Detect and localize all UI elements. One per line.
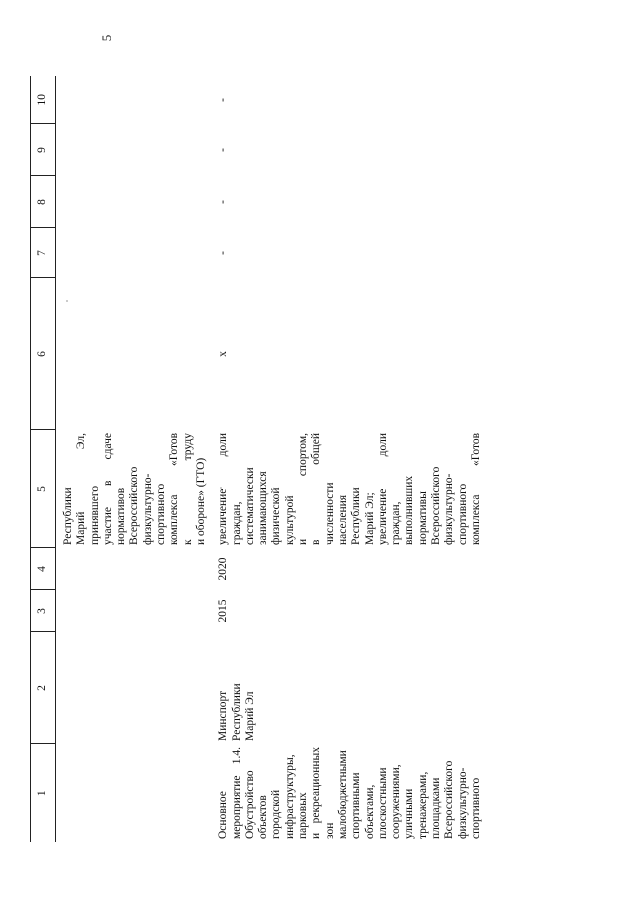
cell-line: Основное bbox=[217, 791, 230, 839]
cell-line: численности bbox=[323, 482, 336, 545]
goal-indicator-cell bbox=[56, 430, 210, 548]
cell-line: занимающихся bbox=[257, 471, 270, 545]
cell-line: нормативов bbox=[115, 487, 128, 545]
col7-cell: - bbox=[217, 251, 230, 255]
cell-line: спортивного bbox=[456, 483, 469, 545]
end-year-cell: 2020 bbox=[217, 557, 230, 581]
col10-cell: - bbox=[217, 98, 230, 102]
table-row bbox=[56, 76, 210, 842]
expected-result-cell bbox=[209, 430, 484, 548]
col9-cell: - bbox=[217, 148, 230, 152]
cell-line: граждан, bbox=[230, 501, 243, 545]
column-header: 6 bbox=[31, 278, 56, 430]
cell-line: тренажерами, bbox=[416, 771, 429, 839]
cell-line: инфраструктуры, bbox=[283, 754, 296, 839]
cell-line: Всероссийского bbox=[128, 466, 141, 545]
column-header: 7 bbox=[31, 228, 56, 278]
cell-line: уличными bbox=[403, 788, 416, 839]
col8-cell: - bbox=[217, 200, 230, 204]
cell-line: мероприятие 1.4. bbox=[230, 747, 243, 839]
cell-line: площадками bbox=[430, 777, 443, 839]
cell-line: парковых bbox=[297, 792, 310, 839]
column-header: 3 bbox=[31, 590, 56, 632]
cell-line: и спортом, bbox=[297, 433, 310, 545]
cell-line: зон bbox=[323, 822, 336, 839]
responsible-executor-cell bbox=[209, 632, 484, 744]
cell-line: к труду bbox=[181, 433, 194, 545]
cell-line: Марий Эл, bbox=[75, 433, 88, 545]
cell-line: физкультурно- bbox=[443, 473, 456, 545]
cell-line: нормативы bbox=[416, 491, 429, 545]
rotated-table-container bbox=[30, 62, 610, 842]
cell-line: комплекса «Готов bbox=[469, 433, 482, 545]
cell-line: принявшего bbox=[88, 485, 101, 545]
cell-line: в общей bbox=[310, 433, 323, 545]
cell-line: малобюджетными bbox=[336, 750, 349, 839]
cell-line: спортивного bbox=[155, 483, 168, 545]
column-header: 9 bbox=[31, 124, 56, 176]
column-header: 2 bbox=[31, 632, 56, 744]
cell-line: Минспорт bbox=[217, 690, 230, 741]
cell-line: населения bbox=[336, 494, 349, 545]
cell-line: и рекреационных bbox=[310, 747, 323, 839]
cell-line: спортивного bbox=[469, 777, 482, 839]
activity-name-cell bbox=[209, 744, 484, 842]
cell-line: и обороне» (ГТО) bbox=[194, 457, 207, 545]
cell-line: объектов bbox=[257, 795, 270, 839]
cell-line: физкультурно- bbox=[141, 473, 154, 545]
cell-line: граждан, bbox=[390, 501, 403, 545]
cell-line: Республики bbox=[62, 487, 74, 545]
column-header: 8 bbox=[31, 176, 56, 228]
cell-line: увеличение доли bbox=[217, 433, 230, 545]
cell-line: физкультурно- bbox=[456, 767, 469, 839]
cell-line: Всероссийского bbox=[443, 760, 456, 839]
cell-line: спортивными bbox=[350, 772, 363, 839]
column-header: 10 bbox=[31, 76, 56, 124]
cell-line: Марий Эл bbox=[243, 691, 256, 741]
cell-line: физической bbox=[270, 487, 283, 545]
cell-line: Республики bbox=[230, 683, 243, 741]
table-header-row bbox=[31, 76, 56, 842]
document-table bbox=[30, 76, 484, 842]
cell-line: увеличение доли bbox=[376, 433, 389, 545]
page-number: 5 bbox=[99, 34, 114, 42]
cell-line: городской bbox=[270, 789, 283, 839]
column-header: 4 bbox=[31, 548, 56, 590]
cell-line: Республики bbox=[350, 487, 363, 545]
cell-line: объектами, bbox=[363, 784, 376, 839]
column-header: 5 bbox=[31, 430, 56, 548]
cell-line: сооружениями, bbox=[390, 764, 403, 839]
cell-line: систематически bbox=[243, 467, 256, 545]
cell-line: Всероссийского bbox=[430, 466, 443, 545]
cell-line: участие в сдаче bbox=[101, 433, 114, 545]
start-year-cell: 2015 bbox=[217, 599, 230, 623]
col6-cell: x bbox=[217, 351, 230, 357]
table-row bbox=[209, 76, 484, 842]
cell-line: выполнивших bbox=[403, 475, 416, 545]
column-header: 1 bbox=[31, 744, 56, 842]
cell-line: Марий Эл; bbox=[363, 492, 376, 545]
cell-line: Обустройство bbox=[243, 770, 256, 839]
cell-line: комплекса «Готов bbox=[168, 433, 181, 545]
cell-line: плоскостными bbox=[376, 767, 389, 839]
cell-line: культурой bbox=[283, 495, 296, 545]
